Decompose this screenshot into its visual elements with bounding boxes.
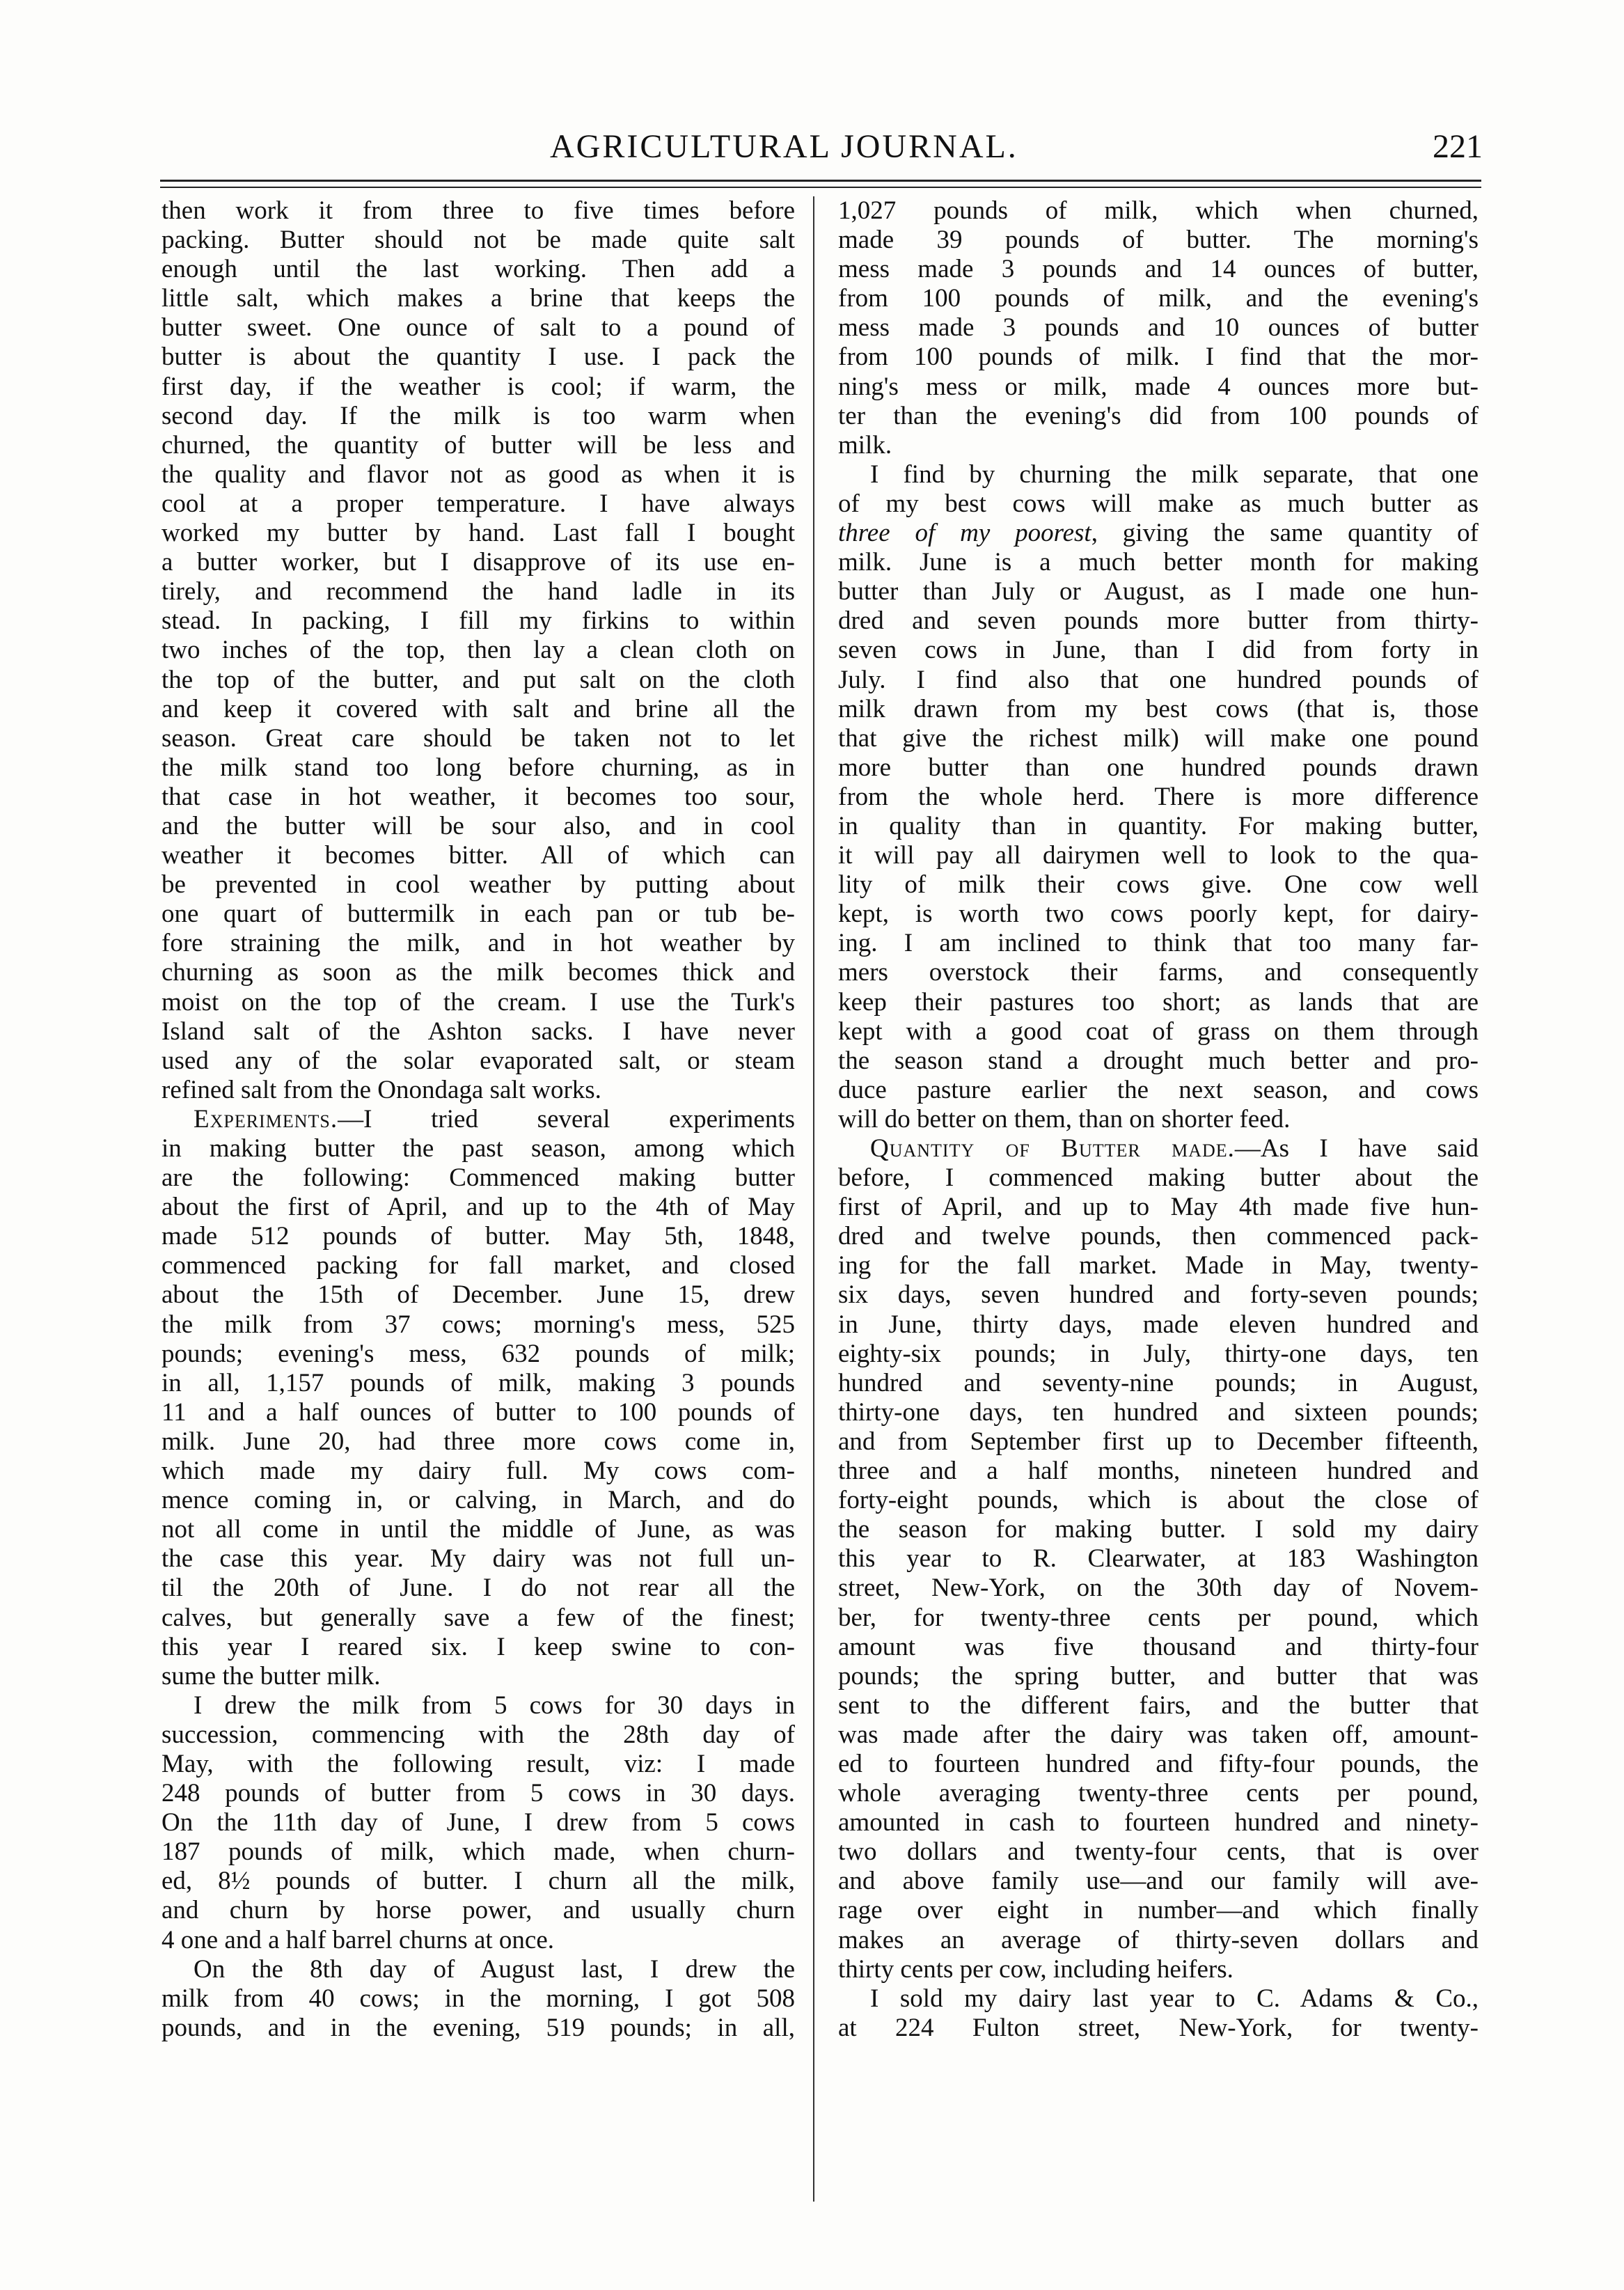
- text-line: [838, 1867, 1479, 1896]
- text-line: [838, 1691, 1479, 1720]
- line-text: milk from 40 cows; in the morning, I got 508: [161, 1984, 795, 2013]
- line-text: used any of the solar evaporated salt, or steam: [161, 1046, 795, 1075]
- text-line: [161, 1691, 795, 1720]
- text-line: [161, 1105, 795, 1134]
- text-line: [838, 372, 1479, 402]
- text-line: [838, 1310, 1479, 1340]
- text-line: [161, 1515, 795, 1544]
- line-text: will do better on them, than on shorter feed.: [838, 1104, 1291, 1134]
- line-text: thirty-one days, ten hundred and sixteen pounds;: [838, 1397, 1479, 1427]
- line-text: May, with the following result, viz: I made: [161, 1749, 795, 1778]
- line-text: succession, commencing with the 28th day of: [161, 1720, 795, 1749]
- line-text: in June, thirty days, made eleven hundred and: [838, 1310, 1479, 1339]
- line-text: second day. If the milk is too warm when: [161, 401, 795, 430]
- text-line: [838, 1955, 1479, 1984]
- line-text: weather it becomes bitter. All of which can: [161, 841, 795, 870]
- text-line: [838, 489, 1479, 519]
- text-line: [838, 1105, 1479, 1134]
- text-line: [838, 1340, 1479, 1369]
- line-text: the milk stand too long before churning, as in: [161, 753, 795, 782]
- line-text: about the first of April, and up to the 4th of May: [161, 1193, 795, 1222]
- line-text: not all come in until the middle of June, as was: [161, 1515, 795, 1544]
- line-text: duce pasture earlier the next season, and cows: [838, 1075, 1479, 1104]
- text-line: [838, 636, 1479, 665]
- line-text: amounted in cash to fourteen hundred and ninety-: [838, 1808, 1479, 1837]
- line-text: this year I reared six. I keep swine to con-: [161, 1632, 795, 1661]
- line-text: whole averaging twenty-three cents per pound,: [838, 1779, 1479, 1808]
- line-text: —I tried several experiments: [338, 1104, 795, 1134]
- line-text: milk. June is a much better month for making: [838, 548, 1479, 577]
- text-line: [161, 753, 795, 783]
- text-line: [838, 1134, 1479, 1163]
- text-line: [161, 1544, 795, 1574]
- text-line: [838, 1720, 1479, 1750]
- line-text: it will pay all dairymen well to look to the qua-: [838, 841, 1479, 870]
- text-line: [161, 1750, 795, 1779]
- text-line: [838, 1750, 1479, 1779]
- line-text: thirty cents per cow, including heifers.: [838, 1954, 1233, 1984]
- line-text: first of April, and up to May 4th made five hun-: [838, 1193, 1479, 1222]
- line-text: commenced packing for fall market, and closed: [161, 1251, 795, 1280]
- line-text: stead. In packing, I fill my firkins to within: [161, 606, 795, 636]
- line-text: pounds; evening's mess, 632 pounds of milk;: [161, 1339, 795, 1368]
- line-text: ed, 8½ pounds of butter. I churn all the milk,: [161, 1867, 795, 1896]
- line-text: before, I commenced making butter about the: [838, 1163, 1479, 1193]
- header-rule-thin: [160, 187, 1481, 188]
- line-text: amount was five thousand and thirty-four: [838, 1632, 1479, 1661]
- text-line: [161, 900, 795, 929]
- text-line: [161, 548, 795, 577]
- text-line: [838, 1427, 1479, 1457]
- line-text: in making butter the past season, among which: [161, 1134, 795, 1163]
- text-line: [838, 783, 1479, 812]
- line-text: packing. Butter should not be made quite salt: [161, 226, 795, 255]
- line-text: of my best cows will make as much butter as: [838, 489, 1479, 518]
- line-text: mess made 3 pounds and 10 ounces of butter: [838, 313, 1479, 343]
- text-line: [838, 1808, 1479, 1837]
- text-line: [838, 812, 1479, 841]
- running-head: [160, 127, 1483, 169]
- text-line: [838, 606, 1479, 636]
- line-text: refined salt from the Onondaga salt works.: [161, 1075, 601, 1104]
- line-text: fore straining the milk, and in hot weather by: [161, 929, 795, 958]
- text-line: [838, 958, 1479, 987]
- text-line: [838, 695, 1479, 724]
- text-line: [838, 870, 1479, 900]
- line-text: tirely, and recommend the hand ladle in its: [161, 577, 795, 606]
- text-line: [838, 577, 1479, 606]
- text-line: [161, 402, 795, 431]
- text-line: [161, 1486, 795, 1515]
- line-text: mence coming in, or calving, in March, and do: [161, 1486, 795, 1515]
- line-text: sume the butter milk.: [161, 1661, 381, 1691]
- line-text: On the 11th day of June, I drew from 5 cows: [161, 1808, 795, 1837]
- line-text: churned, the quantity of butter will be less and: [161, 430, 795, 460]
- text-line: [161, 1662, 795, 1691]
- text-line: [838, 1544, 1479, 1574]
- line-text: —As I have said: [1234, 1134, 1479, 1163]
- text-line: [838, 1193, 1479, 1222]
- text-line: [838, 2014, 1479, 2043]
- text-line: [161, 196, 795, 226]
- text-line: [838, 460, 1479, 489]
- line-text: which made my dairy full. My cows com-: [161, 1457, 795, 1486]
- line-text: sent to the different fairs, and the butter that: [838, 1691, 1479, 1720]
- text-line: [161, 958, 795, 987]
- text-line: [838, 1457, 1479, 1486]
- line-text: pounds, and in the evening, 519 pounds; in all,: [161, 2013, 795, 2042]
- line-text: calves, but generally save a few of the finest;: [161, 1603, 795, 1632]
- line-text: mess made 3 pounds and 14 ounces of butter,: [838, 255, 1479, 284]
- text-line: [838, 284, 1479, 313]
- line-text: hundred and seventy-nine pounds; in August,: [838, 1368, 1479, 1397]
- line-text: enough until the last working. Then add a: [161, 255, 795, 284]
- text-line: [161, 929, 795, 958]
- line-text: in all, 1,157 pounds of milk, making 3 pounds: [161, 1368, 795, 1397]
- text-line: [161, 666, 795, 695]
- line-text: pounds; the spring butter, and butter that was: [838, 1661, 1479, 1691]
- line-text: I drew the milk from 5 cows for 30 days in: [194, 1691, 795, 1720]
- line-text: kept with a good coat of grass on them through: [838, 1017, 1479, 1046]
- text-line: [838, 313, 1479, 343]
- text-line: [838, 519, 1479, 548]
- text-line: [838, 841, 1479, 870]
- text-line: [161, 1457, 795, 1486]
- italic-phrase: three of my poorest: [838, 519, 1091, 548]
- text-line: [161, 1398, 795, 1427]
- text-line: [838, 1662, 1479, 1691]
- text-line: [161, 489, 795, 519]
- line-text: Island salt of the Ashton sacks. I have never: [161, 1017, 795, 1046]
- text-line: [161, 255, 795, 284]
- text-line: [838, 1896, 1479, 1925]
- text-line: [161, 988, 795, 1017]
- text-line: [838, 1398, 1479, 1427]
- line-text: the season stand a drought much better and pro-: [838, 1046, 1479, 1075]
- line-text: are the following: Commenced making butter: [161, 1163, 795, 1193]
- text-line: [161, 519, 795, 548]
- line-text: keep their pastures too short; as lands that are: [838, 987, 1479, 1017]
- text-line: [161, 812, 795, 841]
- text-line: [161, 1867, 795, 1896]
- text-line: [161, 695, 795, 724]
- line-text: makes an average of thirty-seven dollars and: [838, 1925, 1479, 1954]
- line-text: street, New-York, on the 30th day of Novem-: [838, 1574, 1479, 1603]
- line-text: mers overstock their farms, and consequently: [838, 958, 1479, 987]
- text-line: [838, 1779, 1479, 1808]
- line-text: cool at a proper temperature. I have always: [161, 489, 795, 518]
- text-line: [161, 1340, 795, 1369]
- line-text: 187 pounds of milk, which made, when churn-: [161, 1837, 795, 1867]
- line-text: ing. I am inclined to think that too many far-: [838, 929, 1479, 958]
- line-text: the quality and flavor not as good as when it is: [161, 460, 795, 489]
- line-text: milk. June 20, had three more cows come in,: [161, 1427, 795, 1456]
- header-rule: [160, 180, 1481, 182]
- text-line: [161, 1251, 795, 1280]
- text-line: [161, 1163, 795, 1193]
- line-text: and the butter will be sour also, and in cool: [161, 811, 795, 840]
- line-text: dred and twelve pounds, then commenced pack-: [838, 1222, 1479, 1251]
- text-line: [161, 372, 795, 402]
- text-line: [838, 1076, 1479, 1105]
- text-line: [161, 1955, 795, 1984]
- text-line: [838, 1633, 1479, 1662]
- line-text: one quart of buttermilk in each pan or tub be-: [161, 900, 795, 929]
- line-text: seven cows in June, than I did from forty in: [838, 636, 1479, 665]
- text-line: [161, 1369, 795, 1398]
- text-line: [838, 1280, 1479, 1310]
- text-line: [838, 431, 1479, 460]
- line-text: milk.: [838, 430, 892, 460]
- line-text: was made after the dairy was taken off, amount-: [838, 1720, 1479, 1749]
- text-line: [838, 666, 1479, 695]
- line-text: ning's mess or milk, made 4 ounces more but-: [838, 372, 1479, 401]
- line-text: butter than July or August, as I made one hun-: [838, 577, 1479, 606]
- line-text: dred and seven pounds more butter from thirty-: [838, 606, 1479, 636]
- line-text: butter sweet. One ounce of salt to a pound of: [161, 313, 795, 343]
- line-text: kept, is worth two cows poorly kept, for dairy-: [838, 900, 1479, 929]
- line-text: milk drawn from my best cows (that is, those: [838, 694, 1479, 723]
- text-line: [838, 548, 1479, 577]
- line-text: ing for the fall market. Made in May, twenty-: [838, 1251, 1479, 1280]
- text-line: [838, 1837, 1479, 1867]
- line-text: ber, for twenty-three cents per pound, which: [838, 1603, 1479, 1632]
- line-text: On the 8th day of August last, I drew the: [194, 1954, 795, 1984]
- text-line: [161, 1720, 795, 1750]
- line-text: 1,027 pounds of milk, which when churned,: [838, 196, 1479, 225]
- text-line: [838, 226, 1479, 255]
- line-text: that case in hot weather, it becomes too sour,: [161, 782, 795, 811]
- line-text: butter is about the quantity I use. I pack the: [161, 343, 795, 372]
- line-text: season. Great care should be taken not to let: [161, 723, 795, 753]
- text-line: [161, 577, 795, 606]
- line-text: three and a half months, nineteen hundred and: [838, 1457, 1479, 1486]
- text-line: [161, 226, 795, 255]
- text-line: [838, 255, 1479, 284]
- text-line: [838, 1369, 1479, 1398]
- line-text: a butter worker, but I disapprove of its use en-: [161, 548, 795, 577]
- text-line: [838, 900, 1479, 929]
- text-line: [161, 1574, 795, 1603]
- text-line: [161, 1837, 795, 1867]
- line-text: ed to fourteen hundred and fifty-four pounds, the: [838, 1749, 1479, 1778]
- text-line: [838, 402, 1479, 431]
- text-line: [838, 1017, 1479, 1046]
- text-line: [838, 1222, 1479, 1251]
- text-line: [161, 1779, 795, 1808]
- right-column: [838, 196, 1479, 2216]
- text-line: [161, 460, 795, 489]
- text-line: [838, 196, 1479, 226]
- text-line: [161, 431, 795, 460]
- text-line: [161, 1134, 795, 1163]
- text-line: [161, 724, 795, 753]
- text-line: [161, 284, 795, 313]
- line-text: made 512 pounds of butter. May 5th, 1848,: [161, 1222, 795, 1251]
- text-line: [161, 343, 795, 372]
- section-heading: Experiments.: [194, 1104, 338, 1134]
- line-text: this year to R. Clearwater, at 183 Washington: [838, 1544, 1479, 1574]
- line-text: that give the richest milk) will make one pound: [838, 723, 1479, 753]
- line-text: eighty-six pounds; in July, thirty-one days, ten: [838, 1339, 1479, 1368]
- line-text: made 39 pounds of butter. The morning's: [838, 226, 1479, 255]
- text-line: [161, 1633, 795, 1662]
- line-text: from 100 pounds of milk. I find that the mor-: [838, 343, 1479, 372]
- line-text: from the whole herd. There is more difference: [838, 782, 1479, 811]
- text-line: [838, 1984, 1479, 2014]
- line-text: 4 one and a half barrel churns at once.: [161, 1925, 554, 1954]
- text-line: [161, 841, 795, 870]
- text-line: [161, 636, 795, 665]
- line-text: about the 15th of December. June 15, drew: [161, 1280, 795, 1310]
- text-line: [161, 1046, 795, 1076]
- text-line: [161, 1076, 795, 1105]
- text-line: [838, 1515, 1479, 1544]
- line-text: and from September first up to December fifteenth,: [838, 1427, 1479, 1456]
- text-line: [161, 1193, 795, 1222]
- text-line: [161, 1926, 795, 1955]
- text-line: [838, 343, 1479, 372]
- text-line: [838, 724, 1479, 753]
- text-line: [161, 1017, 795, 1046]
- section-heading: Quantity of Butter made.: [870, 1134, 1235, 1163]
- line-text: and churn by horse power, and usually churn: [161, 1896, 795, 1925]
- text-line: [838, 1926, 1479, 1955]
- text-line: [161, 2014, 795, 2043]
- text-line: [838, 1251, 1479, 1280]
- column-divider: [813, 196, 814, 2202]
- line-text: the milk from 37 cows; morning's mess, 525: [161, 1310, 795, 1339]
- text-line: [161, 1603, 795, 1633]
- line-text: from 100 pounds of milk, and the evening's: [838, 284, 1479, 313]
- text-line: [161, 1984, 795, 2014]
- line-text: lity of milk their cows give. One cow well: [838, 870, 1479, 900]
- line-text: two dollars and twenty-four cents, that is over: [838, 1837, 1479, 1867]
- line-text: moist on the top of the cream. I use the Turk's: [161, 987, 795, 1017]
- line-text: ter than the evening's did from 100 pounds of: [838, 401, 1479, 430]
- line-text: and above family use—and our family will ave-: [838, 1867, 1479, 1896]
- line-text: rage over eight in number—and which finally: [838, 1896, 1479, 1925]
- text-line: [161, 1222, 795, 1251]
- text-line: [838, 1486, 1479, 1515]
- text-line: [161, 1896, 795, 1925]
- line-text: July. I find also that one hundred pounds of: [838, 665, 1479, 694]
- line-text: more butter than one hundred pounds drawn: [838, 753, 1479, 782]
- text-line: [161, 1427, 795, 1457]
- line-text: little salt, which makes a brine that keeps the: [161, 284, 795, 313]
- journal-title: AGRICULTURAL JOURNAL.: [550, 128, 1018, 165]
- left-column: [161, 196, 795, 2216]
- text-line: [161, 870, 795, 900]
- line-text: forty-eight pounds, which is about the close of: [838, 1486, 1479, 1515]
- line-text: then work it from three to five times before: [161, 196, 795, 225]
- text-line: [838, 753, 1479, 783]
- text-line: [838, 1046, 1479, 1076]
- line-text: at 224 Fulton street, New-York, for twenty-: [838, 2013, 1479, 2042]
- text-line: [161, 1808, 795, 1837]
- text-line: [161, 313, 795, 343]
- line-text: first day, if the weather is cool; if warm, the: [161, 372, 795, 401]
- text-line: [838, 1163, 1479, 1193]
- text-line: [838, 929, 1479, 958]
- text-line: [161, 1310, 795, 1340]
- line-text: six days, seven hundred and forty-seven pounds;: [838, 1280, 1479, 1310]
- line-text: til the 20th of June. I do not rear all the: [161, 1574, 795, 1603]
- line-text: I sold my dairy last year to C. Adams & Co.,: [870, 1984, 1479, 2013]
- text-line: [161, 1280, 795, 1310]
- line-text: I find by churning the milk separate, that one: [870, 460, 1479, 489]
- text-line: [838, 988, 1479, 1017]
- line-text: in quality than in quantity. For making butter,: [838, 811, 1479, 840]
- page-number: 221: [1433, 128, 1483, 165]
- line-text: 248 pounds of butter from 5 cows in 30 days.: [161, 1779, 795, 1808]
- line-text: 11 and a half ounces of butter to 100 pounds of: [161, 1397, 795, 1427]
- line-text: churning as soon as the milk becomes thick and: [161, 958, 795, 987]
- line-text: be prevented in cool weather by putting about: [161, 870, 795, 900]
- line-text: , giving the same quantity of: [1091, 519, 1479, 548]
- line-text: worked my butter by hand. Last fall I bought: [161, 519, 795, 548]
- line-text: the case this year. My dairy was not full un-: [161, 1544, 795, 1574]
- line-text: and keep it covered with salt and brine all the: [161, 694, 795, 723]
- text-line: [838, 1603, 1479, 1633]
- line-text: the top of the butter, and put salt on the cloth: [161, 665, 795, 694]
- line-text: the season for making butter. I sold my dairy: [838, 1515, 1479, 1544]
- line-text: two inches of the top, then lay a clean cloth on: [161, 636, 795, 665]
- text-line: [838, 1574, 1479, 1603]
- text-line: [161, 783, 795, 812]
- text-line: [161, 606, 795, 636]
